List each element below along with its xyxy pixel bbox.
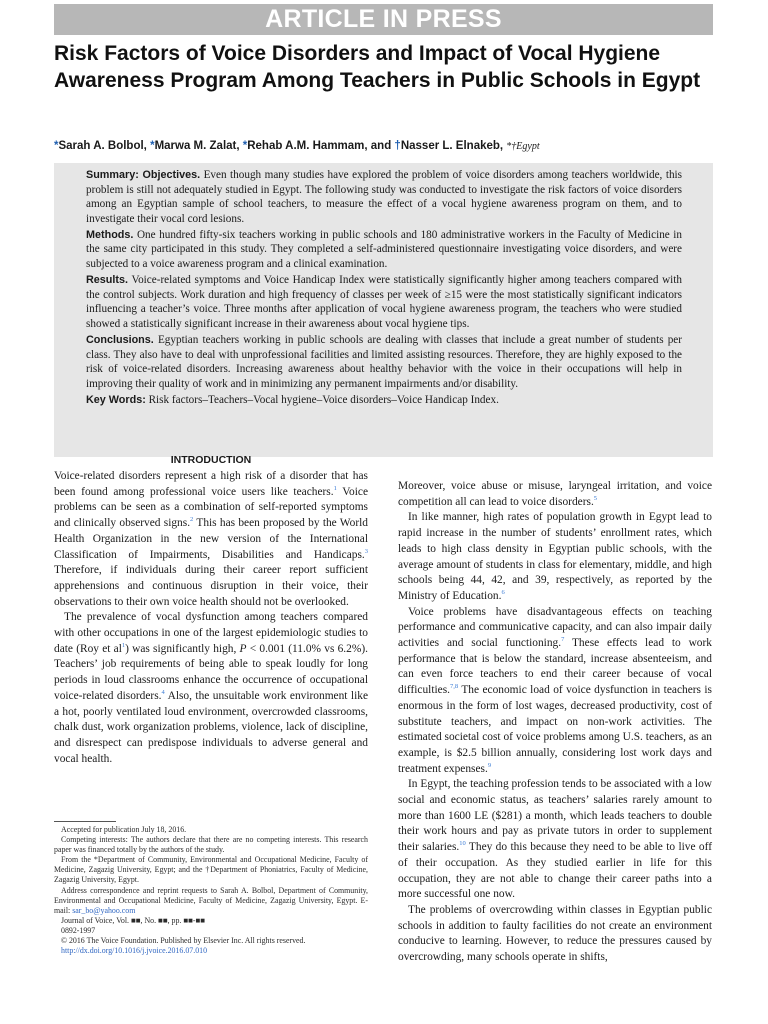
citation-ref[interactable]: 3: [364, 547, 368, 555]
intro-paragraph-2: [54, 610, 368, 767]
text-run: Voice problems can be seen as a combination of self-reported symptoms and clinically observed signs.: [54, 485, 368, 530]
citation-ref[interactable]: 7: [561, 636, 565, 644]
abstract-results: [86, 273, 682, 331]
right-paragraph-4: [398, 777, 712, 903]
text-run: The economic load of voice dysfunction in teachers is enormous in the form of lost wages, decreased productivity, cost of substitute teachers, and impact on non-work activities. The estimated societal cost of voice problems among U.S. teachers, as an example, is $2.5 billion annually, considering lost work days and treatment expenses.: [398, 684, 712, 775]
p-value-symbol: P: [239, 642, 247, 655]
author-1-mark: *: [54, 140, 59, 152]
abstract-methods: [86, 228, 682, 272]
footnote-issn: 0892-1997: [61, 925, 96, 935]
abstract-objectives: [86, 168, 682, 226]
author-2-mark: *: [150, 140, 155, 152]
text-run: These effects lead to work performance that is below the standard, increase absenteeism, and can even force teachers to end their career because of vocal difficulties.: [398, 637, 712, 697]
author-3-mark: *: [242, 140, 248, 152]
left-column: [54, 453, 368, 767]
citation-ref[interactable]: 6: [501, 589, 505, 597]
article-title: Risk Factors of Voice Disorders and Impact of Vocal Hygiene Awareness Program Among Teachers in Public Schools in Egypt: [54, 42, 701, 92]
citation-ref[interactable]: 2: [190, 516, 194, 524]
author-3-name: Rehab A.M. Hammam, and: [247, 140, 395, 152]
text-run: Also, the unsuitable work environment like a hot, poorly ventilated loud environment, overcrowded classrooms, chalk dust, work organization problems, violence, lack of discipline, and disrespect can predispose individuals to adverse general and vocal health.: [54, 689, 369, 765]
footnote-accepted: Accepted for publication July 18, 2016.: [61, 825, 187, 834]
text-run: In Egypt, the teaching profession tends to be associated with a low social and economic status, as teachers’ salaries rarely amount to more than 1600 LE ($281) a month, which leads teachers to double their work hours and pay as private tutors in order to supplement their salaries.: [398, 778, 712, 854]
right-paragraph-3: [398, 605, 712, 778]
citation-ref[interactable]: 1: [121, 641, 126, 649]
footnote-from: From the *Department of Community, Environmental and Occupational Medicine, Faculty of Medicine, Zagazig University, Egypt; and the †Department of Phoniatrics, Faculty of Medicine, Zagazig University, Egypt.: [54, 855, 368, 885]
citation-ref[interactable]: 9: [487, 761, 492, 769]
text-run: Therefore, if individuals during their career report sufficient apprehensions and continuous disruption in their voice, their observations to their own voice health should not be overlooked.: [54, 564, 368, 608]
keywords-text: Risk factors–Teachers–Vocal hygiene–Voice disorders–Voice Handicap Index.: [148, 393, 499, 406]
abstract-keywords: [86, 393, 682, 408]
citation-ref[interactable]: 1: [333, 484, 337, 492]
intro-paragraph-1: [54, 469, 368, 610]
text-run: The prevalence of vocal dysfunction among teachers compared with other occupations in one of the largest epidemiologic studies to date (Roy et al: [54, 611, 368, 655]
footnotes: [54, 825, 368, 956]
citation-ref[interactable]: 7,8: [450, 683, 459, 691]
objectives-heading: Summary: Objectives.: [86, 169, 201, 181]
right-paragraph-5: [398, 903, 712, 966]
footnote-rule: [54, 821, 116, 822]
conclusions-text: Egyptian teachers working in public schools are dealing with classes that include a great number of students per class. They also have to deal with unprofessional facilities and limited assisting resources. Therefore, they are highly exposed to the risk of voice-related disorders. Increasing awareness about healthy behavior with the voice in their occupations will help in improving their quality of work and in minimizing any permanent impairments and/or disability.: [86, 334, 683, 390]
email-link[interactable]: sar_bo@yahoo.com: [72, 905, 136, 915]
right-column: [398, 479, 712, 966]
text-run: < 0.001 (11.0% vs 6.2%). Teachers’ job requirements of being able to speak loudly for long periods in loud classrooms enhance the occurrence of occupational voice-related disorders.: [54, 642, 368, 702]
results-heading: Results.: [86, 274, 129, 287]
introduction-heading: INTRODUCTION: [170, 454, 252, 466]
text-run: Voice-related disorders represent a high risk of a disorder that has been found among professional voice users like teachers.: [54, 470, 368, 498]
methods-heading: Methods.: [86, 228, 134, 241]
keywords-heading: Key Words:: [86, 393, 146, 406]
citation-ref[interactable]: 5: [593, 494, 598, 502]
affiliation: *†Egypt: [506, 141, 540, 152]
text-run: ) was significantly high,: [125, 642, 240, 655]
footnote-copyright: © 2016 The Voice Foundation. Published by Elsevier Inc. All rights reserved.: [61, 936, 306, 946]
text-run: They do this because they need to be able to live off of their occupation. As they studied earlier in life for this occupation, they are not able to change their career paths into a more successful one now.: [398, 841, 712, 901]
author-2-name: Marwa M. Zalat,: [154, 140, 243, 152]
article-in-press-banner: ARTICLE IN PRESS: [54, 4, 713, 35]
text-run: Voice problems have disadvantageous effects on teaching performance and communicative capacity, and can also impair daily activities and social functioning.: [398, 605, 712, 650]
footnote-address: [54, 886, 368, 916]
right-paragraph-2: [398, 510, 712, 604]
methods-text: One hundred fifty-six teachers working in public schools and 180 administrative workers in the Faculty of Medicine in the same city participated in this study. They completed a self-administered questionnaire investigating voice disorders, and were subjected to a voice awareness program and a clinical examination.: [86, 228, 683, 271]
author-list: [54, 139, 724, 154]
author-1-name: Sarah A. Bolbol,: [58, 140, 151, 152]
results-text: Voice-related symptoms and Voice Handicap Index were statistically significantly higher among teachers compared with the control subjects. Work duration and high frequency of classes per week of ≥15 were the most statistically significant indicators influencing a teacher’s voice. Three months after application of vocal hygiene awareness program, the teachers who were studied showed a statistically significant increase in their awareness about vocal hygiene tips.: [86, 274, 682, 330]
text-run: This has been proposed by the World Health Organization in the new version of the International Classification of Impairments, Disabilities and Handicaps.: [54, 517, 368, 561]
doi-link[interactable]: http://dx.doi.org/10.1016/j.jvoice.2016.07.010: [61, 946, 208, 956]
citation-ref[interactable]: 4: [161, 689, 165, 697]
footnote-competing: Competing interests: The authors declare that there are no competing interests. This research paper was financed totally by the authors of the study.: [54, 835, 368, 855]
footnote-journal: Journal of Voice, Vol. ■■, No. ■■, pp. ■■-■■: [61, 915, 206, 925]
author-4-name: Nasser L. Elnakeb,: [400, 140, 507, 152]
text-run: In like manner, high rates of population growth in Egypt lead to rapid increase in the number of students’ enrollment rates, which leads to high class density in Egyptian public schools, with the average amount of students in class for elementary, middle, and high schools being 44, 42, and 39, respectively, as reported by the Ministry of Education.: [398, 511, 712, 602]
citation-ref[interactable]: 10: [459, 840, 466, 848]
text-run: Moreover, voice abuse or misuse, laryngeal irritation, and voice competition all can lead to voice disorders.: [398, 480, 712, 508]
abstract-box: [54, 163, 713, 457]
right-paragraph-1: [398, 479, 712, 510]
author-4-mark: †: [394, 140, 401, 152]
text-run: The problems of overcrowding within classes in Egyptian public schools in addition to faulty facilities do not create an environment conducive to learning. However, to reduce the pressures caused by overcrowding, many schools operate in shifts,: [398, 903, 712, 964]
abstract-conclusions: [86, 333, 682, 391]
address-text: Address correspondence and reprint requests to Sarah A. Bolbol, Department of Community, Environmental and Occupational Medicine, Faculty of Medicine, Zagazig University, Egypt. E-mail:: [54, 885, 368, 915]
objectives-text: Even though many studies have explored the problem of voice disorders among teachers worldwide, this problem is still not adequately studied in Egypt. The following study was conducted to investigate the risk factors of voice disorders among an Egyptian sample of school teachers, to measure the effect of a vocal hygiene awareness program on them, and to investigate their vocal cord lesions.: [86, 169, 682, 225]
conclusions-heading: Conclusions.: [86, 334, 154, 347]
